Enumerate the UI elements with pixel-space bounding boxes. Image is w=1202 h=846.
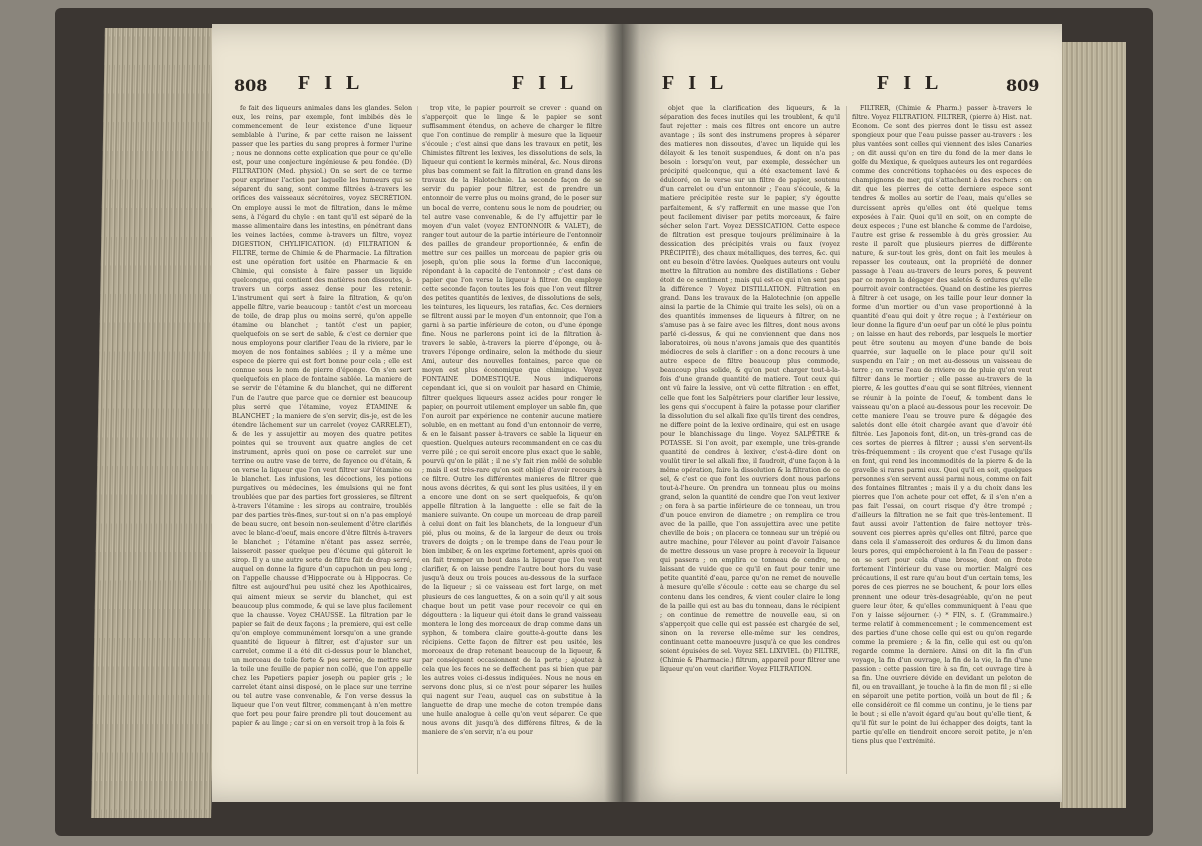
left-column-divider	[417, 106, 418, 774]
right-page	[622, 24, 1062, 802]
right-column-divider	[846, 106, 847, 774]
left-column-2-text: trop vite, le papier pourroit se crever : quand on s'apperçoit que le linge & le papier se sont suffisamment étendus, on acheve de charger le filtre que l'on continue de remplir à mesure que la liqueur s'écoule ; c'est ainsi que dans les travaux en petit, les Chimistes filtrent les lexives, les dissolutions de sels, la liqueur qui contient le kermès minéral, &c. Nous dirons plus bas comment se fait la filtration en grand dans les travaux de la Halotechnie. La seconde façon de se servir du papier pour filtrer, est de prendre un entonnoir de verre plus ou moins grand, de le poser sur un bocal de verre, contenu sous le nom de poudrier, ou tel autre vase convenable, & de l'y affujettir par le moyen d'un valet (voyez ENTONNOIR & VALET), de ranger tout autour de la partie intérieure de l'entonnoir des pailles de grandeur proportionnée, & enfin de mettre sur ces pailles un morceau de papier gris ou joseph, qu'on plie sous la forme d'un lacconique, répondant à la capacité de l'entonnoir ; c'est dans ce papier que l'on verse la liqueur à filtrer. On employe cette seconde façon toutes les fois que l'on veut filtrer des petites quantités de lexives, de dissolutions de sels, les teintures, les liqueurs, les ratafias, &c. Ces derniers se filtrent aussi par le moyen d'un entonnoir, que l'on a garni à sa partie inférieure de coton, ou d'une éponge fine. Nous ne parlerons point ici de la filtration à-travers le sable, à-travers la pierre d'éponge, ou à-travers l'éponge ordinaire, selon la méthode du sieur Ami, auteur des nouvelles fontaines, parce que ce moyen est plus économique que chimique. Voyez FONTAINE DOMESTIQUE. Nous indiquerons cependant ici, que si on vouloit par hasard en Chimie, filtrer quelques liqueurs assez acides pour ronger le papier, on pourroit utilement employer un sable fin, que l'on auroit par expérience ne contenir aucune matiere soluble, en en mettant au fond d'un entonnoir de verre, & en le faisant passer à-travers ce sable la liqueur en question. Quelques auteurs recommandent en ce cas du verre pilé ; ce qui seroit encore plus exact que le sable, pourvû qu'on le pilât ; il ne s'y fait rien mêlé de soluble ; mais il est très-rare qu'on soit obligé d'avoir recours à ce filtre. Outre les différentes manieres de filtrer que nous avons décrites, & qui sont les plus usitées, il y en a encore une dont on se sert quelquefois, & qu'on appelle filtration à la languette : elle se fait de la maniere suivante. On coupe un morceau de drap pareil à celui dont on fait les blanchets, de la longueur d'un pié, plus ou moins, & de la largeur de deux ou trois travers de doigts ; on le trempe dans de l'eau pour le bien imbiber, & on les exprime fortement, après quoi on en fait tremper un bout dans la liqueur que l'on veut clarifier, & on laisse pendre l'autre bout hors du vase jusqu'à deux ou trois pouces au-dessous de la surface de la liqueur ; si ce vaisseau est fort large, on met plusieurs de ces languettes, & on a soin qu'il y ait sous chaque bout un petit vase pour recevoir ce qui en dégouttera : la liqueur qui étoit dans le grand vaisseau montera le long des morceaux de drap comme dans un syphon, & tombera claire goutte-à-goutte dans les récipiens. Cette façon de filtrer est peu usitée, les morceaux de drap retenant beaucoup de la liqueur, & par conséquent occasionnent de la perte ; ajoutez à cela que les feces ne se deffechent pas si bien que par les autres voies ci-dessus indiquées. Nous ne nous en servons donc plus, si ce n'est pour séparer les huiles qui nagent sur l'eau, auquel cas on substitue à la languette de drap une meche de coton trempée dans une huile analogue à celle qu'on veut séparer. Ce que nous avons dit jusqu'à des différens filtres, & de la maniere de s'en servir, n'a eu pour	[422, 105, 602, 737]
right-running-head-b: FIL	[877, 72, 953, 94]
right-page-header	[622, 70, 1062, 104]
left-page-column-2	[422, 104, 602, 774]
left-running-head-b: FIL	[512, 72, 588, 94]
right-column-2-text: FILTRER, (Chimie & Pharm.) passer à-travers le filtre. Voyez FILTRATION. FILTRER, (pierre à) Hist. nat. Econom. Ce sont des pierres dont le tissu est assez spongieux pour que l'eau puisse passer au-travers : les plus vantées sont celles qui viennent des isles Canaries ; on dit aussi qu'on en tire du fond de la mer dans le golfe du Mexique, & quelques auteurs les ont regardées comme des concrétions tophacées ou des especes de champignons de mer, qui s'attachent à des rochers : on dit que les pierres de cette derniere espece sont tendres & molles au sortir de l'eau, mais qu'elles se durcissent après qu'elles ont été quelque tems exposées à l'air. Quoi qu'il en soit, on en compte de deux especes ; l'une est blanche & comme de l'ardoise, l'autre est grise & ressemble à du grès grossier. Au reste il paroît que plusieurs pierres de différente nature, & sur-tout les grès, dont on fait les meules à repasser les couteaux, ont la propriété de donner passage à l'eau au-travers de leurs pores, & peuvent par ce moyen la dégager des saletés & ordures qu'elle pourroit avoir contractées. Quand on destine les pierres à filtrer à cet usage, on les taille pour leur donner la forme d'un mortier ou d'un vase proportionné à la quantité d'eau qui doit y être reçue ; à l'extérieur on leur donne la figure d'un oeuf par un côté le plus pointu ; on laisse en haut des rebords, par lesquels le mortier peut être soutenu au moyen d'une bande de bois quarrée, sur laquelle on le place pour qu'il soit suspendu en l'air ; on met au-dessous un vaisseau de terre ; on verse l'eau de riviere ou de pluie qu'on veut filtrer dans le mortier ; elle passe au-travers de la pierre, & les gouttes d'eau qui se sont filtrées, viennent se réunir à la pointe de l'oeuf, & tombent dans le vaisseau qu'on a placé au-dessous pour les recevoir. De cette maniere l'eau se trouve pure & dégagée des saletés dont elle étoit chargée avant que d'avoir été filtrée. Les Japonois font, dit-on, un très-grand cas de ces sortes de pierres à filtrer ; aussi s'en servent-ils très-fréquemment : ils croyent que c'est l'usage qu'ils en font, qui rend les incommodités de la pierre & de la gravelle si rares parmi eux. Quoi qu'il en soit, quelques personnes s'en servent aussi parmi nous, comme on fait des fontaines filtrantes ; mais il y a du choix dans les pierres que l'on achete pour cet effet, & il s'en n'en a pas fait l'essai, on court risque d'y être trompé ; d'ailleurs la filtration ne se fait que très-lentement. Il faut aussi avoir l'attention de faire nettoyer très-souvent ces pierres après qu'elles ont filtré, parce que dans cela il s'amasseroit des ordures & du limon dans leurs pores, qui empêcheroient à la fin l'eau de passer : on se sert pour cela d'une brosse, dont on frote fortement l'intérieur du vase ou mortier. Malgré ces précautions, il est rare qu'au bout d'un certain tems, les pores de ces pierres ne se bouchent, & pour lors elles prennent une odeur très-desagréable, qu'on ne peut guere leur ôter, & qu'elles communiquent à l'eau que l'on y laisse séjourner. (-) * FIN, s. f. (Grammaire.) terme relatif à commencement ; le commencement est des parties d'une chose celle qui est ou qu'on regarde comme la premiere ; & la fin, celle qui est ou qu'on regarde comme la derniere. Ainsi on dit la fin d'un voyage, la fin d'un ouvrage, la fin de la vie, la fin d'une passion : cette passion tire à sa fin, cet ouvrage tire à sa fin. Une ouvriere dévide en devidant un peloton de fil, ou en travaillant, je touche à la fin de mon fil ; si elle en séparoit une petite portion, voilà un bout de fil ; & elle considéroit ce fil comme un continu, je le tiens par le bout ; si elle n'avoit égard qu'au bout qu'elle tient, & qu'il fût sur le point de lui échapper des doigts, tant la partie qu'elle en tiendroit encore seroit petite, je n'en tiens plus que l'extrémité.	[852, 105, 1032, 746]
right-page-column-2	[852, 104, 1032, 774]
page-edges-left	[91, 28, 225, 818]
right-page-number: 809	[1006, 76, 1040, 95]
left-column-1-text: fe fait des liqueurs animales dans les glandes. Selon eux, les reins, par exemple, font imbibés dès le commencement de leur existence d'une liqueur semblable à l'urine, & par cette raison ne laissent passer que les parties du sang propres à former l'urine ; nous ne donnons cette explication que pour ce qu'elle est, pour une conjecture ingénieuse & peu fondée. (D) FILTRATION (Med. physiol.) On se sert de ce terme pour exprimer l'action par laquelle les humeurs qui se séparent du sang, sont comme filtrées à-travers les orifices des vaisseaux sécrétoires, voyez SECRÉTION. On employe aussi le mot de filtration, dans le même sens, à l'égard du chyle : en tant qu'il est séparé de la masse alimentaire dans les intestins, en pénétrant dans les veines lactées, comme à-travers un filtre, voyez DIGESTION, CHYLIFICATION. (d) FILTRATION & FILTRE, terme de Chimie & de Pharmacie. La filtration est une opération fort usitée en Pharmacie & en Chimie, qui consiste à faire passer un liquide quelconque, qui contient des matières non dissoutes, à-travers un corps assez dense pour les retenir. L'instrument qui sert à faire la filtration, & qu'on appelle filtre, varie beaucoup : tantôt c'est un morceau de toile, de drap plus ou moins serré, qu'on appelle étamine ou blanchet ; tantôt c'est un papier, quelquefois on se sert de sable, & c'est ce dernier que nous employons pour clarifier l'eau de la riviere, par le moyen de nos fontaines sablées ; il y a même une espece de pierre qui est fort bonne pour cela ; elle est connue sous le nom de pierre d'éponge. On s'en sert quelquefois en place de fontaine sablée. La maniere de se servir de l'étamine & du blanchet, qui ne different l'un de l'autre que parce que ce dernier est beaucoup plus serré que l'étamine, voyez ÉTAMINE & BLANCHET ; la maniere de s'en servir, dis-je, est de les étendre lâchement sur un carrelet (voyez CARRELET), & de les y assujettir au moyen des quatre petites pointes qui se trouvent aux quatre angles de cet instrument, après quoi on pose ce carrelet sur une terrine ou autre vase de terre, de fayence ou d'étain, & on verse la liqueur que l'on veut filtrer sur l'étamine ou le blanchet. Les infusions, les décoctions, les potions purgatives ou médecines, les émulsions qui ne font troublées que par des parties fort grossieres, se filtrent à-travers l'étamine : les sirops au contraire, troublés par des parties très-fines, sur-tout si on n'a pas employé de beau sucre, ont besoin non-seulement d'être clarifiés avec le blanc-d'oeuf, mais encore d'être filtrés à-travers le blanchet ; l'étamine n'étant pas assez serrée, laisseroit passer quelque peu d'écume qui gâteroit le sirop. Il y a une autre sorte de filtre fait de drap serré, auquel on donne la figure d'un capuchon un peu long ; on l'appelle chausse d'Hippocrate ou à Hippocras. Ce filtre est aujourd'hui peu usité chez les Apothicaires, qui aiment mieux se servir du blanchet, qui est beaucoup plus commode, & qui se lave plus facilement que la chausse. Voyez CHAUSSE. La filtration par le papier se fait de deux façons ; la premiere, qui est celle qu'on employe communément lorsqu'on a une grande quantité de liqueur à filtrer, est d'ajuster sur un carrelet, comme il a été dit ci-dessus pour le blanchet, un morceau de toile forte & peu serrée, de mettre sur la toile une feuille de papier non collé, que l'on appelle chez les Papetiers papier joseph ou papier gris ; le carrelet étant ainsi disposé, on le place sur une terrine ou tel autre vase convenable, & l'on verse dessus la liqueur que l'on veut filtrer, commençant à n'en mettre que fort peu pour faire prendre pli tout doucement au papier & au linge ; car si on en versoit trop à la fois &	[232, 105, 412, 728]
book-gutter	[604, 24, 640, 802]
left-page-number: 808	[234, 76, 268, 95]
right-page-column-1	[660, 104, 840, 774]
right-column-1-text: objet que la clarification des liqueurs, & la séparation des feces inutiles qui les troublent, & qu'il faut rejetter : mais ces filtres ont encore un autre avantage ; ils sont des instrumens propres à séparer des matieres non dissoutes, d'avec un liquide qui les délayoit & les tenoit suspendues, & dont on n'a pas besoin : lorsqu'on veut, par exemple, dessécher un précipité quelconque, qui a été exactement lavé & édulcoré, on le verse sur un filtre de papier, soutenu d'un carrelet ou d'un entonnoir ; l'eau s'écoule, & la matiere précipitée reste sur le papier, s'y égoutte parfaitement, & s'y raffermit en une masse que l'on peut facilement diviser par petits morceaux, & faire sécher selon l'art. Voyez DESSICATION. Cette espece de filtration est presque toujours préliminaire à la dessication des précipités vrais ou faux (voyez PRÉCIPITÉ), des chaux métalliques, des terres, &c. qui ont eu besoin d'être lavées. Quelques auteurs ont voulu mettre la filtration au nombre des distillations : Geber étoit de ce sentiment ; mais qui est-ce qui n'en sent pas la différence ? Voyez DISTILLATION. Filtration en grand. Dans les travaux de la Halotechnie (on appelle ainsi la partie de la Chimie qui traite les sels), où on a des quantités immenses de liqueurs à filtrer, on ne s'amuse pas à se faire avec les filtres, dont nous avons parlé ci-dessus, & qui ne conviennent que dans nos laboratoires, où nous n'avons jamais que des quantités médiocres de sels à clarifier : on a donc recours à une autre espece de filtre beaucoup plus commode, beaucoup plus solide, & qu'on peut charger tout-à-la-fois d'une grande quantité de matiere. Tout ceux qui ont vû faire la lessive, ont vû cette filtration : en effet, celle que font les Salpêtriers pour clarifier leur lessive, les gens qui s'occupent à faire la potasse pour clarifier la dissolution du sel alkali fixe qu'ils tirent des cendres, ne differe point de la lexive ordinaire, qui est en usage pour le blanchissage du linge. Voyez SALPÊTRE & POTASSE. Si l'on avoit, par exemple, une très-grande quantité de cendres à lexiver, c'est-à-dire dont on voulût tirer le sel alkali fixe, il faudroit, d'une façon à la même opération, faire la dissolution & la filtration de ce sel, & c'est ce que font les ouvriers dont nous parlons tout-à-l'heure. On prendra un tonneau plus ou moins grand, selon la quantité de cendre que l'on veut lexiver ; on fera à sa partie inférieure de ce tonneau, un trou d'un pouce environ de diametre ; on remplira ce trou avec de la paille, que l'on assujettira avec une petite cheville de bois ; on placera ce tonneau sur un trépié ou autre machine, pour l'élever au point d'avoir l'aisance de mettre dessous un vase propre à recevoir la liqueur qui passera ; on emplira ce tonneau de cendre, ne laissant de vuide que ce qu'il en faut pour tenir une petite quantité d'eau, parce qu'on ne remet de nouvelle à mesure qu'elle s'écoule : cette eau se charge du sel contenu dans les cendres, & vient couler claire le long de la paille qui est au bas du tonneau, dans le récipient ; on continue de remettre de nouvelle eau, si on s'apperçoit que celle qui est passée est chargée de sel, sinon on la reverse elle-même sur les cendres, continuant cette manoeuvre jusqu'à ce que les cendres soient épuisées de sel. Voyez SEL LIXIVIEL. (b) FILTRE, (Chimie & Pharmacie.) filtrum, appareil pour filtrer une liqueur qu'on veut clarifier. Voyez FILTRATION.	[660, 105, 840, 673]
page-edges-right	[1060, 42, 1126, 808]
left-running-head-a: FIL	[298, 72, 374, 94]
left-page-header	[212, 70, 622, 104]
left-page	[212, 24, 622, 802]
right-running-head-a: FIL	[662, 72, 738, 94]
left-page-column-1	[232, 104, 412, 774]
